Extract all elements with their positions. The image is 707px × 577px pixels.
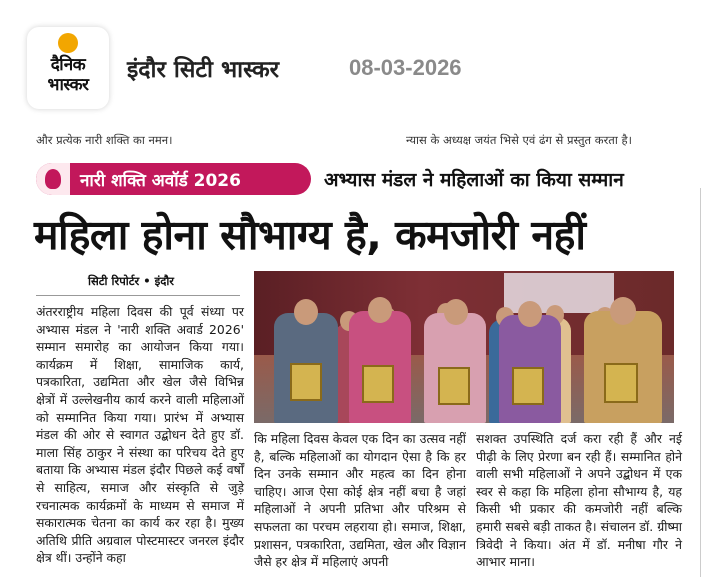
section-badge: [36, 163, 311, 195]
adjacent-article-edge: [700, 188, 707, 577]
badge-label: नारी शक्ति अवॉर्ड 2026: [80, 170, 241, 191]
logo-line-2: भास्कर: [47, 75, 89, 95]
main-headline: महिला होना सौभाग्य है, कमजोरी नहीं: [34, 211, 586, 259]
logo-line-1: दैनिक: [50, 55, 86, 75]
article-column-3: सशक्त उपस्थिति दर्ज करा रही हैं और नई पीढ़ी के लिए प्रेरणा बन रही हैं। सम्मानित होने वाली सभी महिलाओं ने अपने उद्बोधन में एक स्वर से कहा कि महिला होना सौभाग्य है, यह किसी भी प्रकार की कमजोरी नहीं बल्कि हमारी सबसे बड़ी ताकत है। संचालन डॉ. ग्रीष्मा त्रिवेदी ने किया। अंत में डॉ. मनीषा गौर ने आभार माना।: [476, 431, 682, 570]
article-column-1: अंतरराष्ट्रीय महिला दिवस की पूर्व संध्या पर अभ्यास मंडल ने 'नारी शक्ति अवार्ड 2026' सम्मान समारोह का आयोजन किया गया। कार्यक्रम में शिक्षा, सामाजिक कार्य, पत्रकारिता, उद्यमिता और खेल जैसे विभिन्न क्षेत्रों में उल्लेखनीय कार्य करने वाली महिलाओं को सम्मानित किया गया। प्रारंभ में अभ्यास मंडल की ओर से स्वागत उद्बोधन देते हुए डॉ. माला सिंह ठाकुर ने संस्था का परिचय देते हुए बताया कि अभ्यास मंडल इंदौर पिछले कई वर्षों से साहित्य, समाज और संस्कृति से जुड़े रचनात्मक कार्यक्रमों के माध्यम से समाज में सकारात्मक चेतना का कार्य कर रहा है। मुख्य अतिथि प्रीति अग्रवाल पोस्टमास्टर जनरल इंदौर क्षेत्र थीं। उन्होंने कहा: [36, 304, 244, 566]
previous-article-strip: [36, 133, 707, 151]
page-header: [0, 0, 707, 128]
award-ceremony-photo: [254, 271, 674, 423]
woman-silhouette-icon: [36, 163, 70, 195]
strip-text-right: न्यास के अध्यक्ष जयंत भिसे एवं ढंग से प्रस्तुत करता है।: [406, 133, 632, 147]
edition-title: इंदौर सिटी भास्कर: [127, 57, 280, 83]
byline-divider: [36, 295, 240, 296]
dainik-bhaskar-logo[interactable]: [27, 27, 109, 109]
news-clipping: [22, 128, 707, 577]
kicker-row: [36, 163, 696, 197]
article-column-2: कि महिला दिवस केवल एक दिन का उत्सव नहीं है, बल्कि महिलाओं का योगदान ऐसा है कि हर दिन उनके सम्मान और महत्व का दिन होना चाहिए। आज ऐसा कोई क्षेत्र नहीं बचा है जहां महिलाओं ने अपनी प्रतिभा और परिश्रम से सफलता का परचम लहराया हो। समाज, शिक्षा, प्रशासन, पत्रकारिता, उद्यमिता, खेल और विज्ञान जैसे हर क्षेत्र में महिलाएं अपनी: [254, 431, 466, 570]
sun-icon: [58, 33, 78, 53]
byline: सिटी रिपोर्टर • इंदौर: [88, 274, 175, 288]
edition-date: 08-03-2026: [349, 55, 462, 80]
kicker-headline: अभ्यास मंडल ने महिलाओं का किया सम्मान: [324, 169, 624, 191]
strip-text-left: और प्रत्येक नारी शक्ति का नमन।: [36, 133, 173, 147]
